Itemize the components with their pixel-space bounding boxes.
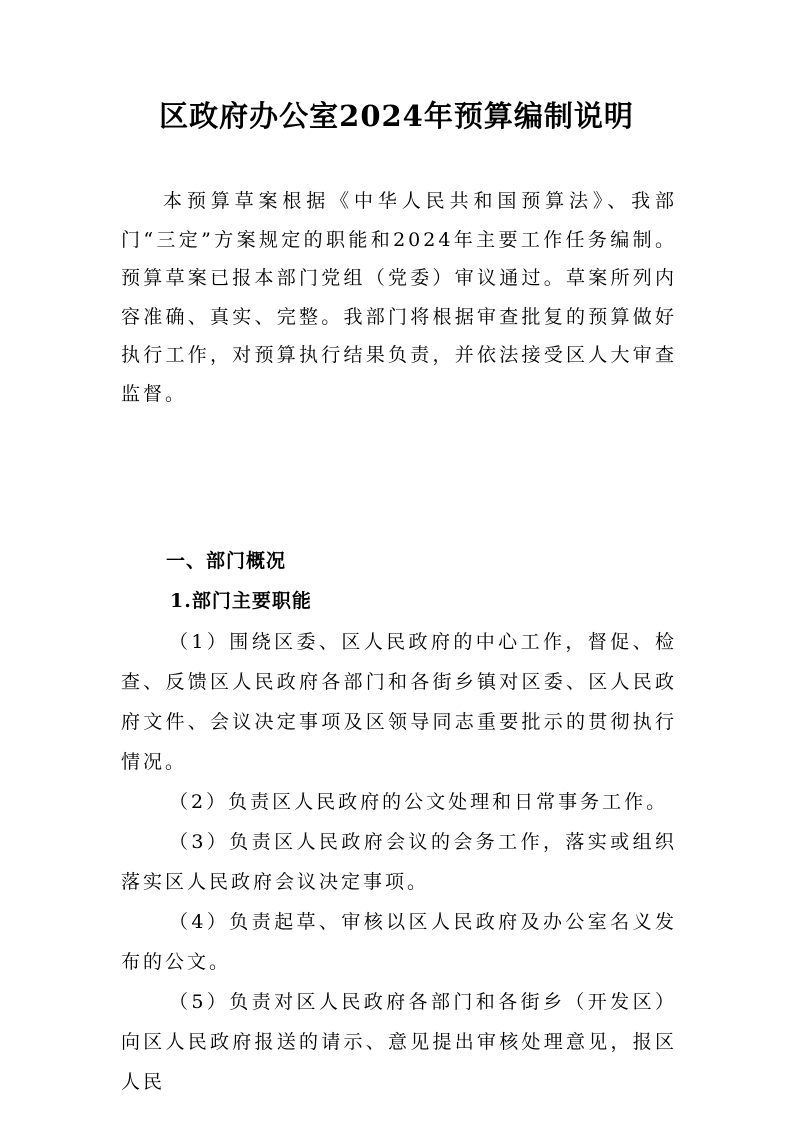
section-heading-department-overview: 一、部门概况: [166, 550, 287, 572]
subsection-heading-main-functions: 1.部门主要职能: [170, 590, 312, 612]
intro-paragraph: 本预算草案根据《中华人民共和国预算法》、我部门“三定”方案规定的职能和2024年主要工作任务编制。预算草案已报本部门党组（党委）审议通过。草案所列内容准确、真实、完整。我部门将根据审查批复的预算做好执行工作，对预算执行结果负责，并依法接受区人大审查监督。: [121, 190, 677, 405]
document-title: 区政府办公室2024年预算编制说明: [159, 99, 634, 133]
function-item-1: （1）围绕区委、区人民政府的中心工作，督促、检查、反馈区人民政府各部门和各街乡镇对区委、区人民政府文件、会议决定事项及区领导同志重要批示的贯彻执行情况。: [121, 631, 677, 773]
functions-list: [121, 622, 677, 1102]
function-item-2: （2）负责区人民政府的公文处理和日常事务工作。: [169, 791, 669, 813]
function-item-5: （5）负责对区人民政府各部门和各街乡（开发区）向区人民政府报送的请示、意见提出审核处理意见，报区人民: [121, 991, 677, 1093]
function-item-4: （4）负责起草、审核以区人民政府及办公室名义发布的公文。: [121, 911, 677, 973]
function-item-3: （3）负责区人民政府会议的会务工作，落实或组织落实区人民政府会议决定事项。: [121, 831, 677, 893]
